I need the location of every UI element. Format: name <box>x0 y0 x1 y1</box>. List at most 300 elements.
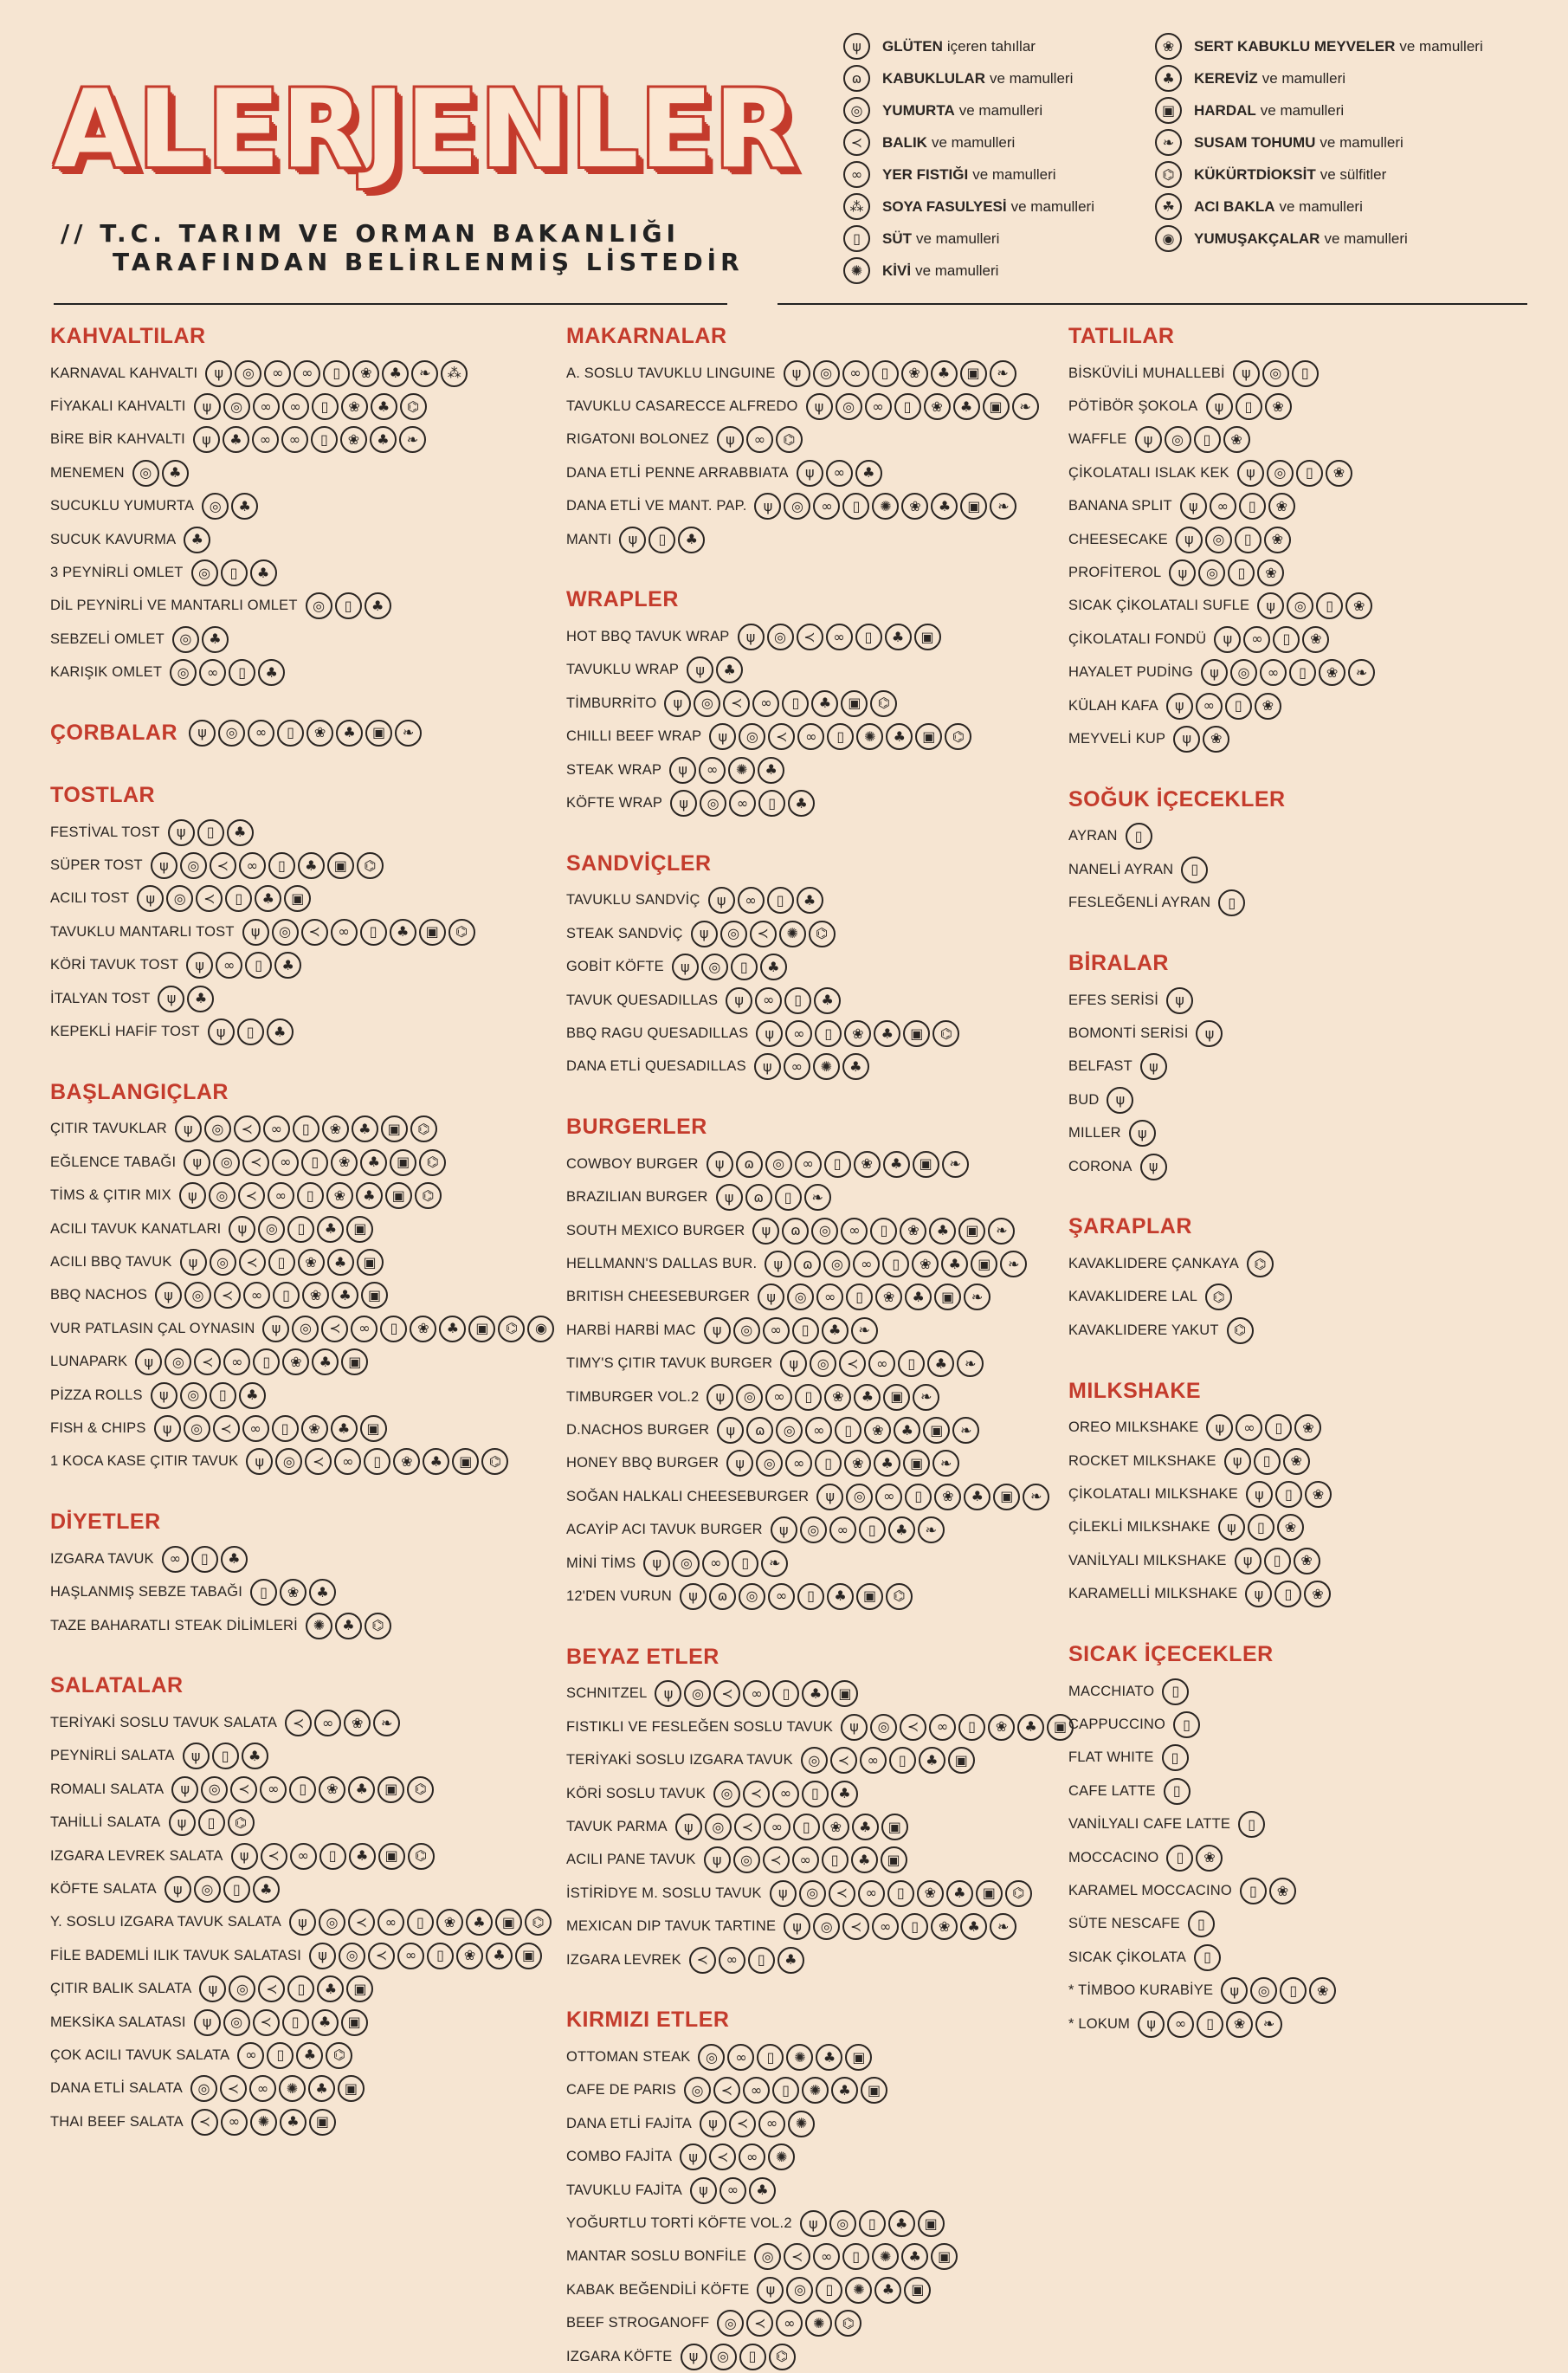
celery-icon: ♣ <box>390 919 416 946</box>
menu-item <box>566 2207 958 2240</box>
peanut-icon: ∞ <box>768 1583 795 1610</box>
menu-item <box>566 1710 1074 1743</box>
grain-icon: ψ <box>670 790 697 817</box>
grain-icon: ψ <box>1196 1020 1223 1047</box>
milk-bottle-icon: ▯ <box>1162 1744 1189 1771</box>
sesame-icon: ❧ <box>990 493 1016 520</box>
walnut-icon: ❀ <box>1268 493 1295 520</box>
egg-icon: ◎ <box>823 1251 850 1277</box>
menu-section <box>50 1671 552 2138</box>
milk-bottle-icon: ▯ <box>1248 1514 1274 1541</box>
menu-item <box>1068 1908 1336 1941</box>
fish-icon: ≺ <box>729 2111 756 2137</box>
walnut-icon: ❀ <box>844 1450 871 1477</box>
menu-item <box>1068 523 1375 556</box>
egg-icon: ◎ <box>684 1680 711 1707</box>
milk-bottle-icon: ▯ <box>855 624 882 650</box>
grain-icon: ψ <box>757 2277 784 2304</box>
menu-item <box>50 590 468 623</box>
menu-item <box>50 2039 552 2072</box>
menu-item-name: PÖTİBÖR ŞOKOLA <box>1068 398 1198 415</box>
celery-icon: ♣ <box>1155 65 1182 92</box>
mustard-jar-icon: ▣ <box>960 493 987 520</box>
menu-item <box>566 2307 958 2340</box>
menu-item <box>566 1447 1049 1480</box>
menu-item <box>1068 887 1286 920</box>
legend-allergen-desc: ve mamulleri <box>1324 230 1408 247</box>
celery-icon: ♣ <box>822 1317 849 1344</box>
fish-icon: ≺ <box>713 2077 740 2104</box>
milk-bottle-icon: ▯ <box>237 1018 264 1045</box>
fish-icon: ≺ <box>839 1350 866 1377</box>
mustard-jar-icon: ▣ <box>341 2009 368 2036</box>
fish-icon: ≺ <box>258 1975 285 2002</box>
grain-icon: ψ <box>655 1680 681 1707</box>
menu-item-name: KÖRİ TAVUK TOST <box>50 957 179 973</box>
peanut-icon: ∞ <box>826 624 853 650</box>
grain-icon: ψ <box>765 1251 791 1277</box>
section-title: KIRMIZI ETLER <box>566 2008 730 2033</box>
menu-section <box>1068 1377 1332 1611</box>
menu-item-name: TAHİLLİ SALATA <box>50 1814 161 1831</box>
celery-icon: ♣ <box>335 1613 362 1639</box>
legend-allergen-desc: ve mamulleri <box>1261 69 1346 87</box>
grain-icon: ψ <box>707 1151 733 1178</box>
grain-icon: ψ <box>309 1943 336 1969</box>
peanut-icon: ∞ <box>702 1550 729 1577</box>
menu-item <box>50 1245 554 1278</box>
celery-icon: ♣ <box>1017 1714 1044 1741</box>
peanut-icon: ∞ <box>813 2243 840 2270</box>
menu-item <box>566 1181 1049 1214</box>
peanut-icon: ∞ <box>290 1843 317 1870</box>
peanut-icon: ∞ <box>772 1781 799 1807</box>
milk-bottle-icon: ▯ <box>882 1251 909 1277</box>
legend-allergen-name: YUMUŞAKÇALAR <box>1194 230 1320 247</box>
peanut-icon: ∞ <box>826 460 853 487</box>
allergen-legend <box>843 33 1536 293</box>
menu-item <box>50 1706 552 1739</box>
milk-bottle-icon: ▯ <box>898 1350 925 1377</box>
menu-item <box>1068 1941 1336 1974</box>
menu-item <box>566 390 1039 423</box>
menu-item <box>566 1148 1049 1180</box>
grain-icon: ψ <box>1176 527 1203 553</box>
legend-allergen-name: YER FISTIĞI <box>882 165 969 183</box>
grain-icon: ψ <box>231 1843 258 1870</box>
grain-icon: ψ <box>289 1909 316 1936</box>
celery-icon: ♣ <box>317 1975 344 2002</box>
walnut-icon: ❀ <box>912 1251 939 1277</box>
legend-allergen-name: KİVİ <box>882 262 912 279</box>
menu-item-name: STEAK WRAP <box>566 761 662 778</box>
milk-bottle-icon: ▯ <box>784 987 811 1014</box>
mollusc-icon: ◉ <box>527 1316 554 1342</box>
grain-icon: ψ <box>806 393 833 420</box>
menu-item-name: FİYAKALI KAHVALTI <box>50 398 186 415</box>
menu-item <box>566 1247 1049 1280</box>
sesame-icon: ❧ <box>932 1450 959 1477</box>
peanut-icon: ∞ <box>1260 659 1287 686</box>
menu-item-name: TAVUKLU MANTARLI TOST <box>50 923 235 940</box>
mustard-jar-icon: ▣ <box>360 1415 387 1442</box>
grain-icon: ψ <box>680 1583 707 1610</box>
grain-icon: ψ <box>1166 987 1193 1014</box>
walnut-icon: ❀ <box>1326 460 1352 487</box>
milk-bottle-icon: ▯ <box>816 2277 842 2304</box>
egg-icon: ◎ <box>190 2075 217 2102</box>
menu-item-name: DANA ETLİ QUESADILLAS <box>566 1058 746 1075</box>
legend-item <box>843 225 999 252</box>
grain-icon: ψ <box>137 885 164 912</box>
sesame-icon: ❧ <box>395 720 422 747</box>
menu-item-name: ÇİKOLATALI FONDÜ <box>1068 630 1207 647</box>
menu-section <box>1068 322 1375 756</box>
egg-icon: ◎ <box>1198 559 1225 586</box>
menu-item <box>566 1380 1049 1413</box>
fish-icon: ≺ <box>713 1680 740 1707</box>
celery-icon: ♣ <box>760 954 787 980</box>
menu-item-name: ÇITIR BALIK SALATA <box>50 1981 192 1997</box>
menu-item-name: MILLER <box>1068 1125 1121 1141</box>
menu-item <box>1068 1742 1336 1775</box>
grain-icon: ψ <box>681 2344 707 2370</box>
mustard-jar-icon: ▣ <box>381 1115 408 1142</box>
kiwi-icon: ✺ <box>802 2077 829 2104</box>
egg-icon: ◎ <box>739 1583 765 1610</box>
peanut-icon: ∞ <box>263 1115 290 1142</box>
kiwi-icon: ✺ <box>788 2111 815 2137</box>
celery-icon: ♣ <box>852 1814 879 1840</box>
sulphite-molecule-icon: ⌬ <box>410 1115 437 1142</box>
menu-section <box>1068 1640 1336 2040</box>
fish-icon: ≺ <box>213 1415 240 1442</box>
peanut-icon: ∞ <box>841 1218 868 1245</box>
celery-icon: ♣ <box>312 2009 339 2036</box>
menu-item <box>566 1413 1049 1446</box>
egg-icon: ◎ <box>210 1249 236 1276</box>
grain-icon: ψ <box>246 1448 273 1475</box>
menu-item-name: SÜTE NESCAFE <box>1068 1916 1180 1932</box>
peanut-icon: ∞ <box>829 1516 856 1543</box>
menu-item <box>566 786 971 819</box>
egg-icon: ◎ <box>194 1876 221 1903</box>
celery-icon: ♣ <box>788 790 815 817</box>
peanut-icon: ∞ <box>743 2077 770 2104</box>
milk-bottle-icon: ▯ <box>1188 1911 1215 1937</box>
sulphite-molecule-icon: ⌬ <box>1205 1283 1232 1310</box>
menu-item-name: KAVAKLIDERE LAL <box>1068 1289 1198 1305</box>
menu-item <box>566 1480 1049 1513</box>
walnut-icon: ❀ <box>1305 1481 1332 1508</box>
celery-icon: ♣ <box>312 1348 339 1375</box>
milk-bottle-icon: ▯ <box>824 1151 851 1178</box>
sesame-icon: ❧ <box>942 1151 969 1178</box>
kiwi-icon: ✺ <box>813 1053 840 1080</box>
section-title: ŞARAPLAR <box>1068 1214 1192 1239</box>
section-title: BURGERLER <box>566 1115 707 1140</box>
milk-bottle-icon: ▯ <box>223 1876 250 1903</box>
egg-icon: ◎ <box>813 1913 840 1940</box>
celery-icon: ♣ <box>221 1546 248 1573</box>
legend-allergen-name: SOYA FASULYESİ <box>882 197 1007 215</box>
grain-icon: ψ <box>707 1384 733 1411</box>
mustard-jar-icon: ▣ <box>495 1909 522 1936</box>
grain-icon: ψ <box>690 2177 717 2204</box>
menu-item-name: ROCKET MILKSHAKE <box>1068 1452 1216 1469</box>
menu-item <box>50 390 468 423</box>
shrimp-icon: ɷ <box>782 1218 809 1245</box>
celery-icon: ♣ <box>931 360 958 387</box>
kiwi-icon: ✺ <box>856 723 883 750</box>
milk-bottle-icon: ▯ <box>1126 823 1152 850</box>
egg-icon: ◎ <box>843 97 870 124</box>
menu-item <box>50 1872 552 1905</box>
celery-icon: ♣ <box>797 887 823 914</box>
celery-icon: ♣ <box>327 1249 354 1276</box>
egg-icon: ◎ <box>202 493 229 520</box>
grain-icon: ψ <box>1206 1414 1233 1441</box>
menu-item-name: TAZE BAHARATLI STEAK DİLİMLERİ <box>50 1617 298 1633</box>
sulphite-molecule-icon: ⌬ <box>400 393 427 420</box>
walnut-icon: ❀ <box>280 1579 307 1606</box>
legend-item <box>1155 65 1345 92</box>
celery-icon: ♣ <box>309 1579 336 1606</box>
fish-icon: ≺ <box>768 723 795 750</box>
menu-item-name: BOMONTİ SERİSİ <box>1068 1025 1189 1042</box>
fish-icon: ≺ <box>842 1913 869 1940</box>
egg-icon: ◎ <box>184 1282 211 1309</box>
celery-icon: ♣ <box>811 690 838 717</box>
menu-item <box>566 2340 958 2373</box>
menu-item <box>50 949 475 982</box>
egg-icon: ◎ <box>132 460 159 487</box>
celery-icon: ♣ <box>831 1781 858 1807</box>
mustard-jar-icon: ▣ <box>903 1450 930 1477</box>
mollusc-icon: ◉ <box>1155 225 1182 252</box>
peanut-icon: ∞ <box>216 952 242 979</box>
egg-icon: ◎ <box>784 493 810 520</box>
walnut-icon: ❀ <box>1257 559 1284 586</box>
milk-bottle-icon: ▯ <box>889 1747 916 1774</box>
fish-icon: ≺ <box>238 1182 265 1209</box>
grain-icon: ψ <box>691 921 718 947</box>
mustard-jar-icon: ▣ <box>309 2109 336 2136</box>
mustard-jar-icon: ▣ <box>361 1282 388 1309</box>
legend-allergen-name: HARDAL <box>1194 101 1256 119</box>
menu-item-name: HARBİ HARBİ MAC <box>566 1322 696 1338</box>
sulphite-molecule-icon: ⌬ <box>1247 1251 1274 1277</box>
fish-icon: ≺ <box>194 1348 221 1375</box>
legend-allergen-desc: ve mamulleri <box>931 133 1016 151</box>
menu-item <box>50 556 468 589</box>
peanut-icon: ∞ <box>797 723 824 750</box>
peanut-icon: ∞ <box>351 1316 377 1342</box>
menu-item-name: BANANA SPLIT <box>1068 498 1172 514</box>
egg-icon: ◎ <box>180 852 207 879</box>
menu-item <box>1068 1445 1332 1477</box>
grain-icon: ψ <box>619 527 646 553</box>
milk-bottle-icon: ▯ <box>335 592 362 619</box>
menu-item-name: PROFİTEROL <box>1068 565 1162 581</box>
menu-item-name: FİLE BADEMLİ ILIK TAVUK SALATASI <box>50 1947 302 1963</box>
milk-bottle-icon: ▯ <box>958 1714 985 1741</box>
sesame-icon: ❧ <box>373 1710 400 1736</box>
grain-icon: ψ <box>770 1880 797 1907</box>
grain-icon: ψ <box>1135 426 1162 453</box>
milk-bottle-icon: ▯ <box>1289 659 1316 686</box>
egg-icon: ◎ <box>218 720 245 747</box>
legend-allergen-desc: ve mamulleri <box>1399 37 1483 55</box>
egg-icon: ◎ <box>1267 460 1294 487</box>
legend-allergen-desc: ve sülfitler <box>1320 165 1387 183</box>
sesame-icon: ❧ <box>957 1350 984 1377</box>
egg-icon: ◎ <box>739 723 765 750</box>
menu-item-name: HOT BBQ TAVUK WRAP <box>566 629 730 645</box>
section-title: SANDVİÇLER <box>566 850 712 876</box>
menu-item-name: EFES SERİSİ <box>1068 992 1158 1008</box>
sulphite-molecule-icon: ⌬ <box>407 1776 434 1803</box>
egg-icon: ◎ <box>776 1417 803 1444</box>
fish-icon: ≺ <box>709 2143 736 2170</box>
menu-item <box>566 951 959 984</box>
milk-bottle-icon: ▯ <box>287 1216 314 1243</box>
sesame-icon: ❧ <box>918 1516 945 1543</box>
celery-icon: ♣ <box>851 1846 878 1873</box>
menu-item-name: ÇOK ACILI TAVUK SALATA <box>50 2046 230 2063</box>
menu-item-name: KÖFTE SALATA <box>50 1881 157 1898</box>
legend-allergen-desc: ve mamulleri <box>1279 197 1363 215</box>
mustard-jar-icon: ▣ <box>993 1484 1020 1510</box>
legend-allergen-name: YUMURTA <box>882 101 955 119</box>
menu-item <box>566 523 1039 556</box>
sesame-icon: ❧ <box>1023 1484 1049 1510</box>
peanut-icon: ∞ <box>221 2109 248 2136</box>
menu-item <box>50 1346 554 1379</box>
walnut-icon: ❀ <box>900 1218 926 1245</box>
legend-item <box>843 257 998 284</box>
fish-icon: ≺ <box>784 2243 810 2270</box>
mustard-jar-icon: ▣ <box>1047 1714 1074 1741</box>
legend-allergen-name: KEREVİZ <box>1194 69 1258 87</box>
legend-allergen-name: BALIK <box>882 133 927 151</box>
walnut-icon: ❀ <box>302 1282 329 1309</box>
menu-item <box>50 1445 554 1478</box>
menu-item-name: RIGATONI BOLONEZ <box>566 431 709 448</box>
walnut-icon: ❀ <box>864 1417 891 1444</box>
menu-item <box>50 1973 552 2006</box>
milk-bottle-icon: ▯ <box>887 1880 914 1907</box>
legend-allergen-desc: ve mamulleri <box>1320 133 1403 151</box>
menu-item <box>1068 656 1375 689</box>
milk-bottle-icon: ▯ <box>767 887 794 914</box>
legend-allergen-desc: içeren tahıllar <box>946 37 1036 55</box>
mustard-jar-icon: ▣ <box>468 1316 495 1342</box>
shrimp-icon: ɷ <box>709 1583 736 1610</box>
menu-item <box>1068 984 1223 1017</box>
menu-item-name: CHEESECAKE <box>1068 531 1168 547</box>
sulphite-molecule-icon: ⌬ <box>448 919 475 946</box>
kiwi-icon: ✺ <box>843 257 870 284</box>
grain-icon: ψ <box>780 1350 807 1377</box>
menu-item-name: Y. SOSLU IZGARA TAVUK SALATA <box>50 1914 281 1930</box>
mustard-jar-icon: ▣ <box>856 1583 883 1610</box>
grain-icon: ψ <box>1206 393 1233 420</box>
menu-item-name: FISTIKLI VE FESLEĞEN SOSLU TAVUK <box>566 1718 834 1735</box>
section-title: DİYETLER <box>50 1510 161 1535</box>
fish-icon: ≺ <box>214 1282 241 1309</box>
mustard-jar-icon: ▣ <box>452 1448 479 1475</box>
milk-bottle-icon: ▯ <box>1265 1414 1292 1441</box>
egg-icon: ◎ <box>701 954 728 980</box>
milk-bottle-icon: ▯ <box>905 1484 932 1510</box>
menu-item <box>1068 1675 1336 1708</box>
menu-item <box>566 1051 959 1083</box>
fish-icon: ≺ <box>321 1316 348 1342</box>
peanut-icon: ∞ <box>239 852 266 879</box>
milk-bottle-icon: ▯ <box>732 1550 758 1577</box>
peanut-icon: ∞ <box>872 1913 899 1940</box>
sulphite-molecule-icon: ⌬ <box>945 723 971 750</box>
menu-item-name: KARNAVAL KAHVALTI <box>50 365 198 381</box>
menu-item-name: KÖFTE WRAP <box>566 795 663 811</box>
menu-item-name: FLAT WHITE <box>1068 1749 1154 1766</box>
legend-item <box>843 193 1094 220</box>
grain-icon: ψ <box>717 1417 744 1444</box>
celery-icon: ♣ <box>184 527 210 553</box>
walnut-icon: ❀ <box>823 1814 849 1840</box>
menu-item <box>566 1943 1074 1976</box>
milk-bottle-icon: ▯ <box>815 1450 842 1477</box>
fish-icon: ≺ <box>220 2075 247 2102</box>
mustard-jar-icon: ▣ <box>845 2044 872 2071</box>
sesame-icon: ❧ <box>1012 393 1039 420</box>
menu-item <box>1068 1083 1223 1116</box>
menu-item-name: SICAK ÇİKOLATA <box>1068 1949 1187 1965</box>
kiwi-icon: ✺ <box>728 757 755 784</box>
egg-icon: ◎ <box>846 1484 873 1510</box>
grain-icon: ψ <box>771 1516 797 1543</box>
menu-item-name: SOUTH MEXICO BURGER <box>566 1222 745 1238</box>
grain-icon: ψ <box>155 1282 182 1309</box>
menu-item-name: VANİLYALI CAFE LATTE <box>1068 1816 1231 1833</box>
menu-item <box>50 2006 552 2039</box>
section-title: TATLILAR <box>1068 324 1175 348</box>
menu-item-name: BBQ NACHOS <box>50 1287 148 1303</box>
menu-item <box>50 1773 552 1806</box>
peanut-icon: ∞ <box>785 1020 812 1047</box>
peanut-icon: ∞ <box>929 1714 956 1741</box>
peanut-icon: ∞ <box>875 1484 902 1510</box>
walnut-icon: ❀ <box>1264 527 1291 553</box>
legend-allergen-desc: ve mamulleri <box>972 165 1056 183</box>
milk-bottle-icon: ▯ <box>272 1415 299 1442</box>
menu-item-name: TAVUKLU CASARECCE ALFREDO <box>566 398 798 415</box>
celery-icon: ♣ <box>814 987 841 1014</box>
celery-icon: ♣ <box>894 1417 920 1444</box>
sulphite-molecule-icon: ⌬ <box>835 2310 861 2337</box>
menu-section <box>1068 786 1286 920</box>
peanut-icon: ∞ <box>858 1880 885 1907</box>
grain-icon: ψ <box>704 1846 731 1873</box>
peanut-icon: ∞ <box>813 493 840 520</box>
walnut-icon: ❀ <box>1319 659 1345 686</box>
celery-icon: ♣ <box>298 852 325 879</box>
menu-item <box>50 656 468 689</box>
grain-icon: ψ <box>1233 360 1260 387</box>
legend-allergen-name: SUSAM TOHUMU <box>1194 133 1316 151</box>
grain-icon: ψ <box>183 1743 210 1769</box>
